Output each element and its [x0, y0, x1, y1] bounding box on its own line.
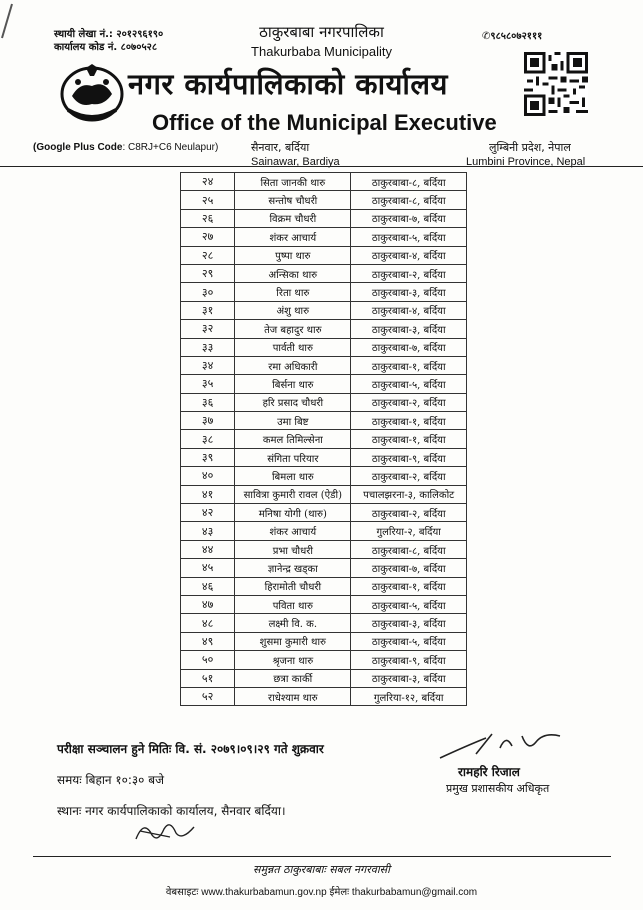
candidate-name: विक्रम चौधरी	[235, 209, 351, 227]
candidate-address: ठाकुरबाबा-१, बर्दिया	[351, 577, 467, 595]
candidate-name: सन्तोष चौधरी	[235, 191, 351, 209]
signatory-name: रामहरि रिजाल	[458, 765, 520, 779]
province-en: Lumbini Province, Nepal	[466, 156, 586, 168]
candidate-name: प्रभा चौधरी	[235, 540, 351, 558]
candidate-address: ठाकुरबाबा-१, बर्दिया	[351, 430, 467, 448]
candidate-address: ठाकुरबाबा-७, बर्दिया	[351, 338, 467, 356]
candidate-name: बिर्सना थारु	[235, 375, 351, 393]
table-row	[181, 614, 467, 632]
serial-number: ३०	[181, 283, 235, 301]
serial-number: ३७	[181, 412, 235, 430]
candidate-address: ठाकुरबाबा-७, बर्दिया	[351, 209, 467, 227]
table-row	[181, 191, 467, 209]
candidate-name: हिरामोती चौधरी	[235, 577, 351, 595]
candidate-address: ठाकुरबाबा-३, बर्दिया	[351, 669, 467, 687]
address-en: Sainawar, Bardiya	[251, 156, 340, 168]
table-row	[181, 301, 467, 319]
candidate-address: ठाकुरबाबा-५, बर्दिया	[351, 375, 467, 393]
serial-number: ३५	[181, 375, 235, 393]
candidate-address: ठाकुरबाबा-२, बर्दिया	[351, 264, 467, 282]
candidate-table	[180, 172, 467, 706]
table-row	[181, 467, 467, 485]
candidate-name: पार्वती थारु	[235, 338, 351, 356]
serial-number: ३३	[181, 338, 235, 356]
serial-number: ३६	[181, 393, 235, 411]
table-row	[181, 246, 467, 264]
candidate-address: ठाकुरबाबा-४, बर्दिया	[351, 301, 467, 319]
candidate-name: कमल तिमिल्सेना	[235, 430, 351, 448]
serial-number: ३२	[181, 320, 235, 338]
candidate-name: अन्सिका थारु	[235, 264, 351, 282]
candidate-name: रमा अधिकारी	[235, 356, 351, 374]
candidate-address: ठाकुरबाबा-८, बर्दिया	[351, 191, 467, 209]
serial-number: ४२	[181, 504, 235, 522]
candidate-name: उमा बिष्ट	[235, 412, 351, 430]
footer-divider	[33, 856, 611, 857]
candidate-address: ठाकुरबाबा-८, बर्दिया	[351, 173, 467, 191]
address-np: सैनवार, बर्दिया	[251, 141, 310, 154]
candidate-name: अंशु थारु	[235, 301, 351, 319]
office-title-np: नगर कार्यपालिकाको कार्यालय	[128, 67, 448, 101]
table-row	[181, 669, 467, 687]
candidate-address: ठाकुरबाबा-७, बर्दिया	[351, 559, 467, 577]
table-row	[181, 264, 467, 282]
table-row	[181, 320, 467, 338]
candidate-address: ठाकुरबाबा-४, बर्दिया	[351, 246, 467, 264]
candidate-name: श्रृजना थारु	[235, 651, 351, 669]
candidate-name: लक्ष्मी वि. क.	[235, 614, 351, 632]
candidate-address: ठाकुरबाबा-९, बर्दिया	[351, 448, 467, 466]
serial-number: ४३	[181, 522, 235, 540]
google-plus-code	[33, 142, 218, 153]
candidate-address: ठाकुरबाबा-२, बर्दिया	[351, 467, 467, 485]
candidate-address: ठाकुरबाबा-३, बर्दिया	[351, 283, 467, 301]
serial-number: ४७	[181, 595, 235, 613]
serial-number: ४०	[181, 467, 235, 485]
candidate-address: गुलरिया-१२, बर्दिया	[351, 687, 467, 705]
candidate-name: ज्ञानेन्द्र खड्का	[235, 559, 351, 577]
candidate-name: पुष्पा थारु	[235, 246, 351, 264]
candidate-address: ठाकुरबाबा-२, बर्दिया	[351, 504, 467, 522]
candidate-name: शंकर आचार्य	[235, 522, 351, 540]
table-row	[181, 338, 467, 356]
candidate-name: मनिषा योगी (थारु)	[235, 504, 351, 522]
serial-number: ४५	[181, 559, 235, 577]
signatory-title: प्रमुख प्रशासकीय अधिकृत	[446, 782, 550, 795]
municipality-name-np: ठाकुरबाबा नगरपालिका	[259, 23, 384, 41]
table-row	[181, 393, 467, 411]
table-row	[181, 522, 467, 540]
serial-number: ४८	[181, 614, 235, 632]
serial-number: ५२	[181, 687, 235, 705]
candidate-address: ठाकुरबाबा-२, बर्दिया	[351, 393, 467, 411]
candidate-name: रिता थारु	[235, 283, 351, 301]
table-row	[181, 412, 467, 430]
candidate-address: ठाकुरबाबा-३, बर्दिया	[351, 320, 467, 338]
serial-number: ५०	[181, 651, 235, 669]
candidate-name: हरि प्रसाद चौधरी	[235, 393, 351, 411]
candidate-address: ठाकुरबाबा-१, बर्दिया	[351, 356, 467, 374]
candidate-name: शुसमा कुमारी थारु	[235, 632, 351, 650]
candidate-address: गुलरिया-२, बर्दिया	[351, 522, 467, 540]
table-row	[181, 356, 467, 374]
serial-number: ३९	[181, 448, 235, 466]
footer-contact: वेबसाइटः www.thakurbabamun.gov.np ईमेलः thakurbabamun@gmail.com	[165, 887, 478, 898]
office-code: कार्यालय कोड नं. ८०७०५२८	[54, 42, 158, 53]
exam-venue: स्थानः नगर कार्यपालिकाको कार्यालय, सैनवार बर्दिया।	[57, 804, 286, 818]
candidate-address: ठाकुरबाबा-८, बर्दिया	[351, 540, 467, 558]
serial-number: २४	[181, 173, 235, 191]
serial-number: २९	[181, 264, 235, 282]
serial-number: २५	[181, 191, 235, 209]
phone-number: ✆९८५८०७२१११	[482, 31, 543, 42]
table-row	[181, 687, 467, 705]
municipality-name-en: Thakurbaba Municipality	[251, 44, 392, 59]
table-row	[181, 651, 467, 669]
header-divider	[0, 166, 643, 167]
candidate-name: शंकर आचार्य	[235, 228, 351, 246]
candidate-name: छत्रा कार्की	[235, 669, 351, 687]
officer-signature	[436, 728, 566, 764]
candidate-address: ठाकुरबाबा-५, बर्दिया	[351, 595, 467, 613]
qr-code-icon	[524, 52, 588, 116]
candidate-name: बिमला थारु	[235, 467, 351, 485]
serial-number: २७	[181, 228, 235, 246]
nepal-emblem-icon	[58, 62, 126, 124]
candidate-address: ठाकुरबाबा-९, बर्दिया	[351, 651, 467, 669]
table-row	[181, 430, 467, 448]
footer-slogan: समुन्नत ठाकुरबाबाः सबल नगरवासी	[253, 863, 390, 876]
table-row	[181, 559, 467, 577]
candidate-address: पचालझरना-३, कालिकोट	[351, 485, 467, 503]
candidate-name: सावित्रा कुमारी रावल (ऐडी)	[235, 485, 351, 503]
table-row	[181, 595, 467, 613]
google-plus-label: (Google Plus Code	[33, 142, 123, 153]
table-row	[181, 448, 467, 466]
table-row	[181, 632, 467, 650]
candidate-name: राधेश्याम थारु	[235, 687, 351, 705]
serial-number: ५१	[181, 669, 235, 687]
province-np: लुम्बिनी प्रदेश, नेपाल	[489, 141, 571, 154]
table-row	[181, 577, 467, 595]
serial-number: ४१	[181, 485, 235, 503]
table-row	[181, 540, 467, 558]
serial-number: २६	[181, 209, 235, 227]
table-row	[181, 209, 467, 227]
candidate-address: ठाकुरबाबा-३, बर्दिया	[351, 614, 467, 632]
exam-date: परीक्षा सञ्चालन हुने मितिः वि. सं. २०७९।०९।२९ गते शुक्रवार	[57, 742, 324, 756]
candidate-address: ठाकुरबाबा-५, बर्दिया	[351, 228, 467, 246]
serial-number: ४६	[181, 577, 235, 595]
pan-number: स्थायी लेखा नं.: २०१२९६१९०	[54, 29, 164, 40]
serial-number: ३४	[181, 356, 235, 374]
candidate-name: पविता थारु	[235, 595, 351, 613]
table-row	[181, 485, 467, 503]
candidate-name: सिता जानकी थारु	[235, 173, 351, 191]
google-plus-value: : C8RJ+C6 Neulapur)	[122, 142, 219, 153]
serial-number: ४४	[181, 540, 235, 558]
candidate-name: संगिता परियार	[235, 448, 351, 466]
candidate-address: ठाकुरबाबा-५, बर्दिया	[351, 632, 467, 650]
serial-number: २८	[181, 246, 235, 264]
table-row	[181, 504, 467, 522]
table-row	[181, 173, 467, 191]
table-row	[181, 375, 467, 393]
candidate-name: तेज बहादुर थारु	[235, 320, 351, 338]
office-title-en: Office of the Municipal Executive	[152, 110, 497, 135]
initial-signature	[130, 817, 200, 845]
exam-time: समयः बिहान १०:३० बजे	[57, 773, 164, 787]
table-row	[181, 228, 467, 246]
serial-number: ४९	[181, 632, 235, 650]
serial-number: ३८	[181, 430, 235, 448]
table-row	[181, 283, 467, 301]
candidate-address: ठाकुरबाबा-१, बर्दिया	[351, 412, 467, 430]
serial-number: ३१	[181, 301, 235, 319]
